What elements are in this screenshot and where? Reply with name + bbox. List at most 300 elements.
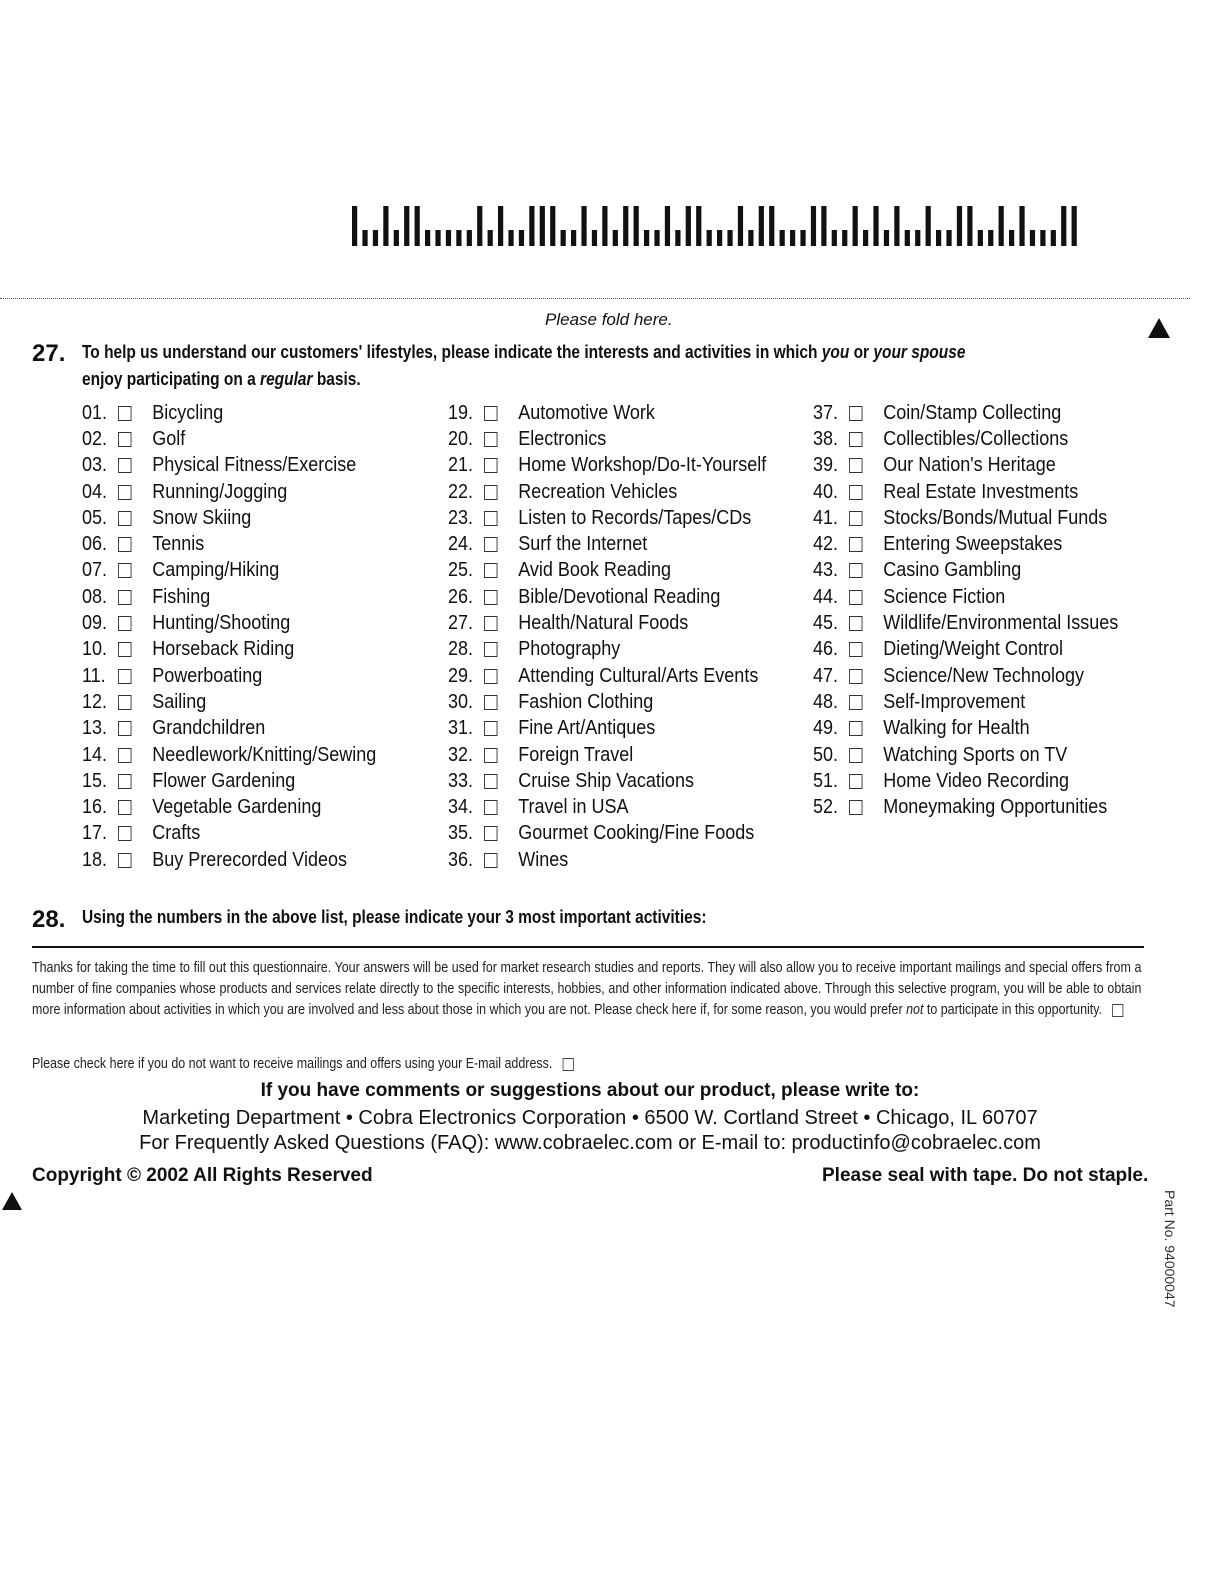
activity-number: 04. xyxy=(82,480,108,503)
postal-barcode xyxy=(352,206,1082,246)
activity-number: 48. xyxy=(813,690,839,713)
barcode-bar xyxy=(477,206,482,246)
activity-number: 15. xyxy=(82,769,108,792)
activity-item xyxy=(813,505,1118,531)
barcode-bar xyxy=(696,206,701,246)
barcode-bar xyxy=(999,206,1004,246)
barcode-bar xyxy=(571,230,576,246)
activity-checkbox[interactable] xyxy=(849,406,863,421)
activity-number: 29. xyxy=(448,664,474,687)
barcode-bar xyxy=(853,206,858,246)
activity-item xyxy=(82,637,376,663)
barcode-bar xyxy=(832,230,837,246)
barcode-bar xyxy=(498,206,503,246)
activities-column-1 xyxy=(82,400,409,873)
barcode-bar xyxy=(978,230,983,246)
activity-number: 44. xyxy=(813,585,839,608)
activity-number: 27. xyxy=(448,612,474,635)
activity-number: 16. xyxy=(82,796,108,819)
activity-item xyxy=(813,768,1118,794)
barcode-bar xyxy=(873,206,878,246)
activity-number: 50. xyxy=(813,743,839,766)
barcode-bar xyxy=(623,206,628,246)
activity-checkbox[interactable] xyxy=(849,642,863,657)
activity-number: 31. xyxy=(448,717,474,740)
email-opt-out-notice: Please check here if you do not want to receive mailings and offers using your E-mail address. xyxy=(32,1054,978,1075)
activity-label: Sailing xyxy=(152,690,207,713)
barcode-bar xyxy=(373,230,378,246)
activity-checkbox[interactable] xyxy=(484,432,498,447)
activity-label: Automotive Work xyxy=(518,401,655,424)
barcode-bar xyxy=(540,206,545,246)
barcode-bar xyxy=(675,230,680,246)
activity-checkbox[interactable] xyxy=(849,695,863,710)
activity-label: Coin/Stamp Collecting xyxy=(883,401,1062,424)
activity-number: 36. xyxy=(448,848,474,871)
activity-label: Entering Sweepstakes xyxy=(883,533,1063,556)
activity-label: Travel in USA xyxy=(518,796,629,819)
fold-instruction: Please fold here. xyxy=(545,310,673,329)
activity-item xyxy=(82,610,376,636)
activity-label: Vegetable Gardening xyxy=(152,796,322,819)
activity-checkbox[interactable] xyxy=(849,563,863,578)
activity-checkbox[interactable] xyxy=(849,721,863,736)
barcode-bar xyxy=(790,230,795,246)
activity-number: 19. xyxy=(448,401,474,424)
barcode-bar xyxy=(394,230,399,246)
activity-number: 46. xyxy=(813,638,839,661)
activity-item xyxy=(82,847,376,873)
question-28-text: Using the numbers in the above list, please indicate your 3 most important activities: xyxy=(82,907,707,927)
activity-checkbox[interactable] xyxy=(118,853,132,868)
barcode-bar xyxy=(352,206,357,246)
activity-checkbox[interactable] xyxy=(118,774,132,789)
contact-faq: For Frequently Asked Questions (FAQ): www.cobraelec.com or E-mail to: productinfo@cobraelec.com xyxy=(139,1132,1041,1154)
barcode-bar xyxy=(613,230,618,246)
activity-number: 01. xyxy=(82,401,108,424)
activity-label: Flower Gardening xyxy=(152,769,296,792)
activity-label: Buy Prerecorded Videos xyxy=(152,848,347,871)
activity-label: Attending Cultural/Arts Events xyxy=(518,664,759,687)
activity-label: Fishing xyxy=(152,585,211,608)
barcode-bar xyxy=(446,230,451,246)
barcode-bar xyxy=(383,206,388,246)
barcode-bar xyxy=(894,206,899,246)
activity-label: Powerboating xyxy=(152,664,263,687)
barcode-bar xyxy=(936,230,941,246)
activity-item xyxy=(813,689,1118,715)
activity-item xyxy=(448,453,766,479)
activity-number: 21. xyxy=(448,454,474,477)
barcode-bar xyxy=(988,230,993,246)
activity-label: Wildlife/Environmental Issues xyxy=(883,612,1119,635)
barcode-bar xyxy=(957,206,962,246)
activity-item xyxy=(813,637,1118,663)
activity-item xyxy=(82,821,376,847)
activity-checkbox[interactable] xyxy=(849,800,863,815)
activity-item xyxy=(82,716,376,742)
barcode-bar xyxy=(529,206,534,246)
activity-label: Running/Jogging xyxy=(152,480,288,503)
seal-instruction: Please seal with tape. Do not staple. xyxy=(822,1165,1149,1186)
fold-line xyxy=(0,298,1190,299)
activity-item xyxy=(813,558,1118,584)
activity-label: Self-Improvement xyxy=(883,690,1026,713)
activity-number: 42. xyxy=(813,533,839,556)
contact-address: Marketing Department • Cobra Electronics Corporation • 6500 W. Cortland Street • Chicago, IL 60707 xyxy=(142,1107,1038,1129)
activity-checkbox[interactable] xyxy=(484,642,498,657)
activity-label: Stocks/Bonds/Mutual Funds xyxy=(883,506,1108,529)
activity-number: 18. xyxy=(82,848,108,871)
activity-label: Gourmet Cooking/Fine Foods xyxy=(518,822,755,845)
activity-number: 17. xyxy=(82,822,108,845)
barcode-bar xyxy=(1030,230,1035,246)
activity-item xyxy=(448,663,766,689)
barcode-bar xyxy=(769,206,774,246)
activity-checkbox[interactable] xyxy=(484,616,498,631)
barcode-bar xyxy=(759,206,764,246)
barcode-bar xyxy=(780,230,785,246)
activity-checkbox[interactable] xyxy=(118,826,132,841)
activity-checkbox[interactable] xyxy=(118,642,132,657)
activity-number: 14. xyxy=(82,743,108,766)
activity-checkbox[interactable] xyxy=(118,511,132,526)
activity-item xyxy=(82,531,376,557)
activity-label: Collectibles/Collections xyxy=(883,427,1069,450)
barcode-bar xyxy=(602,206,607,246)
activity-item xyxy=(448,847,766,873)
activity-checkbox[interactable] xyxy=(118,669,132,684)
activity-item xyxy=(82,794,376,820)
question-27-number: 27. xyxy=(32,340,66,367)
activity-item xyxy=(448,505,766,531)
activity-item xyxy=(813,426,1118,452)
activity-number: 34. xyxy=(448,796,474,819)
activity-label: Avid Book Reading xyxy=(518,559,671,582)
barcode-bar xyxy=(634,206,639,246)
activity-number: 22. xyxy=(448,480,474,503)
activity-checkbox[interactable] xyxy=(484,695,498,710)
barcode-bar xyxy=(821,206,826,246)
activity-item xyxy=(82,505,376,531)
activity-label: Moneymaking Opportunities xyxy=(883,796,1108,819)
activity-item xyxy=(813,400,1118,426)
activity-checkbox[interactable] xyxy=(849,511,863,526)
barcode-bar xyxy=(686,206,691,246)
activity-checkbox[interactable] xyxy=(484,458,498,473)
email-opt-out-checkbox[interactable] xyxy=(563,1058,574,1071)
activity-checkbox[interactable] xyxy=(118,695,132,710)
activity-item xyxy=(448,821,766,847)
barcode-bar xyxy=(550,206,555,246)
activity-number: 11. xyxy=(82,664,106,687)
activity-item xyxy=(82,453,376,479)
activity-checkbox[interactable] xyxy=(849,485,863,500)
activity-number: 02. xyxy=(82,427,108,450)
activity-label: Science/New Technology xyxy=(883,664,1084,687)
activity-number: 26. xyxy=(448,585,474,608)
barcode-bar xyxy=(1040,230,1045,246)
barcode-bar xyxy=(905,230,910,246)
activity-item xyxy=(448,742,766,768)
activity-checkbox[interactable] xyxy=(484,826,498,841)
barcode-bar xyxy=(415,206,420,246)
barcode-bar xyxy=(561,230,566,246)
activity-number: 45. xyxy=(813,612,839,635)
activity-checkbox[interactable] xyxy=(118,748,132,763)
activity-checkbox[interactable] xyxy=(118,406,132,421)
activity-label: Photography xyxy=(518,638,621,661)
activity-item xyxy=(448,400,766,426)
activity-item xyxy=(448,558,766,584)
barcode-bar xyxy=(1072,206,1077,246)
activity-checkbox[interactable] xyxy=(849,537,863,552)
activity-item xyxy=(813,716,1118,742)
barcode-bar xyxy=(926,206,931,246)
barcode-bar xyxy=(644,230,649,246)
question-27-text: To help us understand our customers' lifestyles, please indicate the interests and activities in which you or your spouse enjoy participating on a regular basis. xyxy=(82,342,966,389)
activity-label: Recreation Vehicles xyxy=(518,480,678,503)
activity-checkbox[interactable] xyxy=(484,721,498,736)
barcode-bar xyxy=(592,230,597,246)
barcode-bar xyxy=(1051,230,1056,246)
activity-checkbox[interactable] xyxy=(484,800,498,815)
barcode-bar xyxy=(863,230,868,246)
activity-checkbox[interactable] xyxy=(484,853,498,868)
activity-checkbox[interactable] xyxy=(118,721,132,736)
activity-item xyxy=(448,794,766,820)
activity-item xyxy=(448,426,766,452)
activity-item xyxy=(448,584,766,610)
activity-checkbox[interactable] xyxy=(484,511,498,526)
activity-checkbox[interactable] xyxy=(849,669,863,684)
contact-heading: If you have comments or suggestions about our product, please write to: xyxy=(260,1080,920,1101)
activity-number: 07. xyxy=(82,559,108,582)
activity-checkbox[interactable] xyxy=(484,590,498,605)
activity-number: 20. xyxy=(448,427,474,450)
activity-checkbox[interactable] xyxy=(849,616,863,631)
barcode-bar xyxy=(800,230,805,246)
barcode-bar xyxy=(1009,230,1014,246)
activity-label: Snow Skiing xyxy=(152,506,252,529)
activity-number: 43. xyxy=(813,559,839,582)
barcode-bar xyxy=(435,230,440,246)
activity-label: Our Nation's Heritage xyxy=(883,454,1056,477)
activity-label: Walking for Health xyxy=(883,717,1030,740)
activity-number: 38. xyxy=(813,427,839,450)
activity-label: Fine Art/Antiques xyxy=(518,717,656,740)
barcode-bar xyxy=(717,230,722,246)
up-arrow-icon xyxy=(1148,318,1170,338)
activity-checkbox[interactable] xyxy=(118,458,132,473)
activity-item xyxy=(813,742,1118,768)
activity-label: Listen to Records/Tapes/CDs xyxy=(518,506,752,529)
activity-item xyxy=(813,794,1118,820)
activity-number: 06. xyxy=(82,533,108,556)
activity-label: Horseback Riding xyxy=(152,638,295,661)
activity-label: Cruise Ship Vacations xyxy=(518,769,694,792)
activity-label: Physical Fitness/Exercise xyxy=(152,454,357,477)
activity-number: 37. xyxy=(813,401,839,424)
activity-number: 47. xyxy=(813,664,839,687)
activity-label: Health/Natural Foods xyxy=(518,612,689,635)
activity-checkbox[interactable] xyxy=(484,669,498,684)
activity-item xyxy=(82,768,376,794)
barcode-bar xyxy=(456,230,461,246)
activity-number: 33. xyxy=(448,769,474,792)
barcode-bar xyxy=(748,230,753,246)
activity-label: Fashion Clothing xyxy=(518,690,654,713)
activity-number: 35. xyxy=(448,822,474,845)
activity-label: Bicycling xyxy=(152,401,224,424)
activity-number: 40. xyxy=(813,480,839,503)
activity-item xyxy=(813,584,1118,610)
barcode-bar xyxy=(884,230,889,246)
barcode-bar xyxy=(811,206,816,246)
activity-item xyxy=(813,610,1118,636)
activity-item xyxy=(82,400,376,426)
activity-checkbox[interactable] xyxy=(118,537,132,552)
barcode-bar xyxy=(665,206,670,246)
activity-label: Bible/Devotional Reading xyxy=(518,585,721,608)
barcode-bar xyxy=(946,230,951,246)
activity-number: 23. xyxy=(448,506,474,529)
activity-number: 28. xyxy=(448,638,474,661)
barcode-bar xyxy=(727,230,732,246)
activity-checkbox[interactable] xyxy=(484,485,498,500)
activity-label: Foreign Travel xyxy=(518,743,634,766)
activity-item xyxy=(82,479,376,505)
barcode-bar xyxy=(467,230,472,246)
activity-number: 08. xyxy=(82,585,108,608)
activity-label: Wines xyxy=(518,848,569,871)
barcode-bar xyxy=(581,206,586,246)
activity-item xyxy=(448,479,766,505)
activity-checkbox[interactable] xyxy=(484,774,498,789)
barcode-bar xyxy=(362,230,367,246)
activity-item xyxy=(813,531,1118,557)
activity-item xyxy=(82,689,376,715)
activity-number: 32. xyxy=(448,743,474,766)
activity-label: Dieting/Weight Control xyxy=(883,638,1063,661)
activity-number: 41. xyxy=(813,506,839,529)
activity-number: 24. xyxy=(448,533,474,556)
activity-number: 49. xyxy=(813,717,839,740)
barcode-bar xyxy=(488,230,493,246)
activity-label: Golf xyxy=(152,427,186,450)
activity-checkbox[interactable] xyxy=(118,485,132,500)
activity-item xyxy=(813,479,1118,505)
activity-number: 13. xyxy=(82,717,108,740)
activity-checkbox[interactable] xyxy=(849,748,863,763)
activity-checkbox[interactable] xyxy=(118,563,132,578)
activity-item xyxy=(813,453,1118,479)
barcode-bar xyxy=(508,230,513,246)
activity-checkbox[interactable] xyxy=(118,432,132,447)
activity-checkbox[interactable] xyxy=(849,432,863,447)
part-number: Part No. 94000047 xyxy=(1162,1190,1178,1308)
activity-item xyxy=(813,663,1118,689)
activity-item xyxy=(82,426,376,452)
activity-number: 30. xyxy=(448,690,474,713)
barcode-bar xyxy=(1061,206,1066,246)
up-arrow-icon xyxy=(2,1192,22,1210)
privacy-notice: Thanks for taking the time to fill out this questionnaire. Your answers will be used for market research studies and reports. They will also allow you to receive important mailings and special offers from a number of fine companies whose products and services relate directly to the specific interests, hobbies, and other information indicated above. Through this selective program, you will be able to obtain more information about activities in which you are involved and less about those in which you are not. Please check here if, for some reason, you would prefer not to participate in this opportunity. xyxy=(32,960,1142,1018)
activity-item xyxy=(82,742,376,768)
activity-item xyxy=(82,663,376,689)
barcode-bar xyxy=(519,230,524,246)
activity-item xyxy=(82,558,376,584)
barcode-bar xyxy=(425,230,430,246)
barcode-bar xyxy=(654,230,659,246)
activity-checkbox[interactable] xyxy=(118,590,132,605)
activity-checkbox[interactable] xyxy=(118,616,132,631)
activity-label: Tennis xyxy=(152,533,205,556)
activity-item xyxy=(82,584,376,610)
barcode-bar xyxy=(967,206,972,246)
opt-out-checkbox[interactable] xyxy=(1112,1004,1123,1017)
activity-number: 25. xyxy=(448,559,474,582)
barcode-bar xyxy=(915,230,920,246)
activity-label: Camping/Hiking xyxy=(152,559,280,582)
activities-column-3 xyxy=(813,400,1152,821)
activity-number: 03. xyxy=(82,454,108,477)
activity-checkbox[interactable] xyxy=(484,748,498,763)
activity-number: 52. xyxy=(813,796,839,819)
activity-label: Electronics xyxy=(518,427,607,450)
barcode-bar xyxy=(707,230,712,246)
activity-label: Casino Gambling xyxy=(883,559,1022,582)
activity-number: 05. xyxy=(82,506,108,529)
activity-checkbox[interactable] xyxy=(484,563,498,578)
activity-checkbox[interactable] xyxy=(118,800,132,815)
answer-line[interactable] xyxy=(32,946,1144,948)
activity-label: Home Video Recording xyxy=(883,769,1069,792)
activity-checkbox[interactable] xyxy=(849,458,863,473)
activity-number: 12. xyxy=(82,690,108,713)
barcode-bar xyxy=(738,206,743,246)
activity-item xyxy=(448,689,766,715)
activity-item xyxy=(448,768,766,794)
activity-label: Home Workshop/Do-It-Yourself xyxy=(518,454,767,477)
activity-label: Needlework/Knitting/Sewing xyxy=(152,743,377,766)
activity-checkbox[interactable] xyxy=(484,406,498,421)
activity-item xyxy=(448,716,766,742)
activity-label: Science Fiction xyxy=(883,585,1006,608)
activity-item xyxy=(448,637,766,663)
activity-label: Hunting/Shooting xyxy=(152,612,291,635)
activity-label: Real Estate Investments xyxy=(883,480,1079,503)
activity-label: Crafts xyxy=(152,822,201,845)
barcode-bar xyxy=(1019,206,1024,246)
activity-item xyxy=(448,531,766,557)
barcode-bar xyxy=(842,230,847,246)
copyright: Copyright © 2002 All Rights Reserved xyxy=(32,1165,373,1186)
activity-item xyxy=(448,610,766,636)
activity-checkbox[interactable] xyxy=(849,590,863,605)
barcode-bar xyxy=(404,206,409,246)
activity-checkbox[interactable] xyxy=(484,537,498,552)
question-28-number: 28. xyxy=(32,906,66,933)
activity-number: 10. xyxy=(82,638,108,661)
activities-column-2 xyxy=(448,400,802,873)
activity-checkbox[interactable] xyxy=(849,774,863,789)
activity-number: 39. xyxy=(813,454,839,477)
activity-label: Surf the Internet xyxy=(518,533,648,556)
activity-label: Watching Sports on TV xyxy=(883,743,1068,766)
activity-number: 51. xyxy=(813,769,839,792)
activity-label: Grandchildren xyxy=(152,717,266,740)
